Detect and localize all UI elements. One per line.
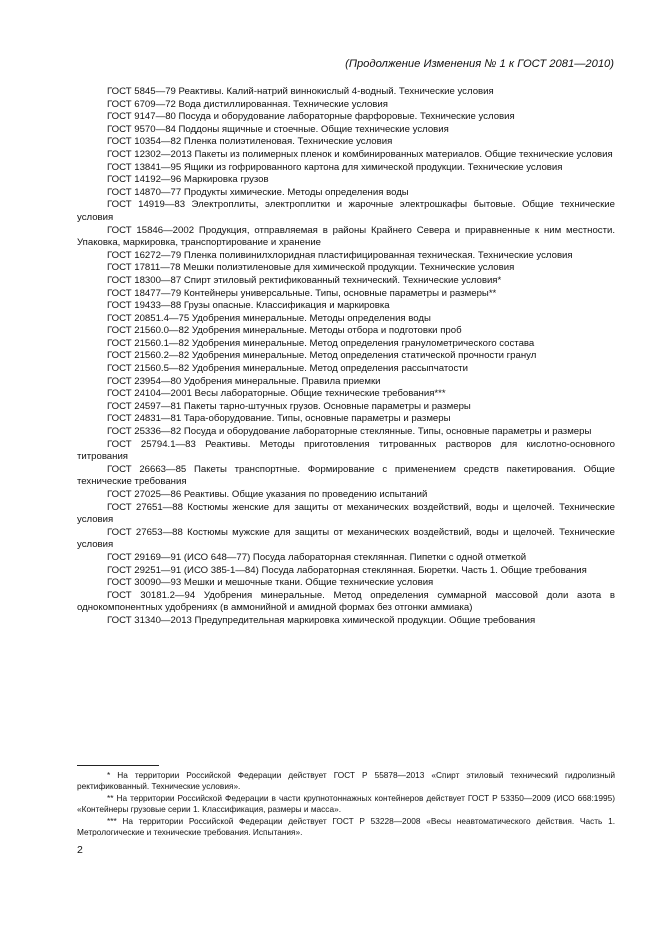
reference-entry: ГОСТ 19433—88 Грузы опасные. Классификация и маркировка xyxy=(107,300,390,312)
reference-entry: ГОСТ 18477—79 Контейнеры универсальные. Типы, основные параметры и размеры** xyxy=(107,287,497,299)
reference-entry: ГОСТ 23954—80 Удобрения минеральные. Правила приемки xyxy=(107,375,381,387)
reference-entry: ГОСТ 17811—78 Мешки полиэтиленовые для химической продукции. Технические условия xyxy=(107,262,515,274)
footnotes xyxy=(77,770,615,839)
reference-entry: ГОСТ 21560.1—82 Удобрения минеральные. Метод определения гранулометрического состава xyxy=(107,337,535,349)
reference-entry: ГОСТ 27025—86 Реактивы. Общие указания по проведению испытаний xyxy=(107,489,428,500)
reference-entry: ГОСТ 15846—2002 Продукция, отправляемая в районы Крайнего Севера и приравненные к ним местности. Упаковка, маркировка, транспортирование и хранение xyxy=(77,224,615,249)
reference-entry: ГОСТ 30181.2—94 Удобрения минеральные. Метод определения суммарной массовой доли азота в однокомпонентных удобрениях (в аммонийной и амидной формах без отгонки аммиака) xyxy=(77,589,615,614)
footnote: *** На территории Российской Федерации действует ГОСТ Р 53228—2008 «Весы неавтоматического действия. Часть 1. Метрологические и технические требования. Испытания». xyxy=(77,816,615,837)
reference-entry: ГОСТ 20851.4—75 Удобрения минеральные. Методы определения воды xyxy=(107,312,431,324)
reference-entry: ГОСТ 6709—72 Вода дистиллированная. Технические условия xyxy=(107,98,388,110)
reference-entry: ГОСТ 18300—87 Спирт этиловый ректификованный технический. Технические условия* xyxy=(107,274,502,286)
reference-entry: ГОСТ 24597—81 Пакеты тарно-штучных грузов. Основные параметры и размеры xyxy=(107,400,471,412)
reference-entry: ГОСТ 13841—95 Ящики из гофрированного картона для химической продукции. Технические условия xyxy=(107,161,563,173)
reference-entry: ГОСТ 9570—84 Поддоны ящичные и стоечные. Общие технические условия xyxy=(107,123,449,135)
reference-entry: ГОСТ 14919—83 Электроплиты, электроплитки и жарочные электрошкафы бытовые. Общие технические условия xyxy=(77,199,615,223)
reference-entry: ГОСТ 25794.1—83 Реактивы. Методы приготовления титрованных растворов для кислотно-основного титрования xyxy=(77,438,615,463)
reference-entry: ГОСТ 27651—88 Костюмы женские для защиты от механических воздействий, воды и щелочей. Технические условия xyxy=(77,501,615,526)
continuation-header: (Продолжение Изменения № 1 к ГОСТ 2081—2010) xyxy=(345,58,614,70)
footnote-divider xyxy=(77,765,159,766)
reference-entry: ГОСТ 14870—77 Продукты химические. Методы определения воды xyxy=(107,186,409,198)
reference-entry: ГОСТ 12302—2013 Пакеты из полимерных пленок и комбинированных материалов. Общие технические условия xyxy=(107,148,613,160)
footnote: * На территории Российской Федерации действует ГОСТ Р 55878—2013 «Спирт этиловый технический гидролизный ректификованный. Технические условия». xyxy=(77,770,615,791)
reference-entry: ГОСТ 26663—85 Пакеты транспортные. Формирование с применением средств пакетирования. Общие технические требования xyxy=(77,463,615,488)
references-list xyxy=(77,86,615,628)
reference-entry: ГОСТ 21560.0—82 Удобрения минеральные. Методы отбора и подготовки проб xyxy=(107,325,462,337)
reference-entry: ГОСТ 30090—93 Мешки и мешочные ткани. Общие технические условия xyxy=(107,577,434,589)
reference-entry: ГОСТ 21560.2—82 Удобрения минеральные. Метод определения статической прочности гранул xyxy=(107,350,537,362)
page-number: 2 xyxy=(77,844,83,856)
reference-entry: ГОСТ 5845—79 Реактивы. Калий-натрий виннокислый 4-водный. Технические условия xyxy=(107,86,494,97)
reference-entry: ГОСТ 27653—88 Костюмы мужские для защиты от механических воздействий, воды и щелочей. Технические условия xyxy=(77,526,615,551)
reference-entry: ГОСТ 9147—80 Посуда и оборудование лабораторные фарфоровые. Технические условия xyxy=(107,111,515,123)
reference-entry: ГОСТ 10354—82 Пленка полиэтиленовая. Технические условия xyxy=(107,136,393,148)
reference-entry: ГОСТ 14192—96 Маркировка грузов xyxy=(107,174,269,186)
reference-entry: ГОСТ 29251—91 (ИСО 385-1—84) Посуда лабораторная стеклянная. Бюретки. Часть 1. Общие требования xyxy=(107,564,587,576)
reference-entry: ГОСТ 16272—79 Пленка поливинилхлоридная пластифицированная техническая. Технические условия xyxy=(107,249,573,261)
reference-entry: ГОСТ 21560.5—82 Удобрения минеральные. Метод определения рассыпчатости xyxy=(107,363,469,375)
reference-entry: ГОСТ 31340—2013 Предупредительная маркировка химической продукции. Общие требования xyxy=(107,614,536,626)
reference-entry: ГОСТ 24104—2001 Весы лабораторные. Общие технические требования*** xyxy=(107,388,446,400)
footnote: ** На территории Российской Федерации в части крупнотоннажных контейнеров действует ГОСТ Р 53350—2009 (ИСО 668:1995) «Контейнеры грузовые серии 1. Классификация, размеры и масса». xyxy=(77,793,615,814)
reference-entry: ГОСТ 29169—91 (ИСО 648—77) Посуда лабораторная стеклянная. Пипетки с одной отметкой xyxy=(107,551,527,563)
reference-entry: ГОСТ 25336—82 Посуда и оборудование лабораторные стеклянные. Типы, основные параметры и размеры xyxy=(107,426,592,438)
reference-entry: ГОСТ 24831—81 Тара-оборудование. Типы, основные параметры и размеры xyxy=(107,413,451,425)
